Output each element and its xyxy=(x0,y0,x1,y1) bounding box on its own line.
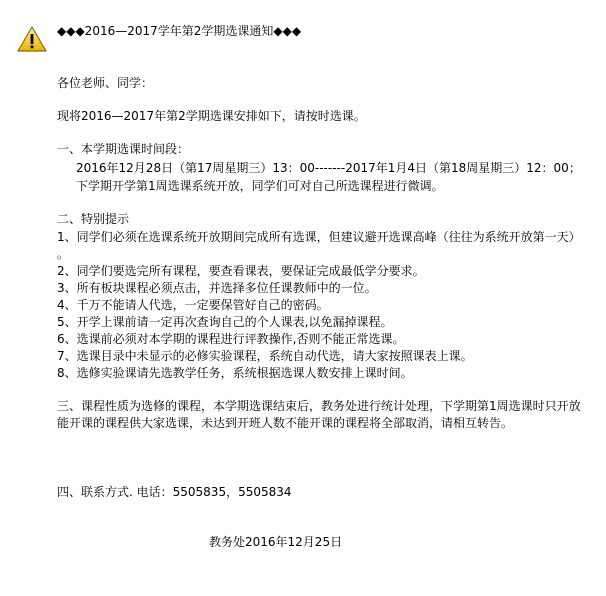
tip-item: 4、千万不能请人代选，一定要保管好自己的密码。 xyxy=(57,298,329,312)
notice-title: ◆◆◆2016—2017学年第2学期选课通知◆◆◆ xyxy=(57,24,302,38)
warning-triangle-icon xyxy=(17,26,47,52)
tip-item: 2、同学们要选完所有课程，要查看课表，要保证完成最低学分要求。 xyxy=(57,264,425,278)
greeting: 各位老师、同学： xyxy=(57,76,154,90)
section1-line: 下学期开学第1周选课系统开放，同学们可对自己所选课程进行微调。 xyxy=(76,179,444,193)
tip-item: 8、选修实验课请先选教学任务，系统根据选课人数安排上课时间。 xyxy=(57,366,413,380)
tip-item: 3、所有板块课程必须点击，并选择多位任课教师中的一位。 xyxy=(57,281,377,295)
section1-heading: 一、本学期选课时间段： xyxy=(57,142,190,156)
section2-heading: 二、特别提示 xyxy=(57,212,130,226)
contact-info: 四、联系方式. 电话：5505835，5505834 xyxy=(57,485,292,499)
tip-item: 。 xyxy=(57,247,70,261)
section3-line: 能开课的课程供大家选课，未达到开班人数不能开课的课程将全部取消，请相互转告。 xyxy=(57,416,514,430)
tip-item: 5、开学上课前请一定再次查询自己的个人课表,以免漏掉课程。 xyxy=(57,315,393,329)
signature: 教务处2016年12月25日 xyxy=(209,535,343,549)
tip-item: 1、同学们必须在选课系统开放期间完成所有选课，但建议避开选课高峰（往往为系统开放第一天） xyxy=(57,230,581,244)
intro-text: 现将2016—2017年第2学期选课安排如下，请按时选课。 xyxy=(57,109,366,123)
section1-line: 2016年12月28日（第17周星期三）13：00-------2017年1月4日（第18周星期三）12：00； xyxy=(76,161,581,175)
section3-line: 三、课程性质为选修的课程，本学期选课结束后，教务处进行统计处理，下学期第1周选课时只开放 xyxy=(57,399,581,413)
tip-item: 6、选课前必须对本学期的课程进行评教操作,否则不能正常选课。 xyxy=(57,332,405,346)
tip-item: 7、选课目录中未显示的必修实验课程，系统自动代选，请大家按照课表上课。 xyxy=(57,349,473,363)
